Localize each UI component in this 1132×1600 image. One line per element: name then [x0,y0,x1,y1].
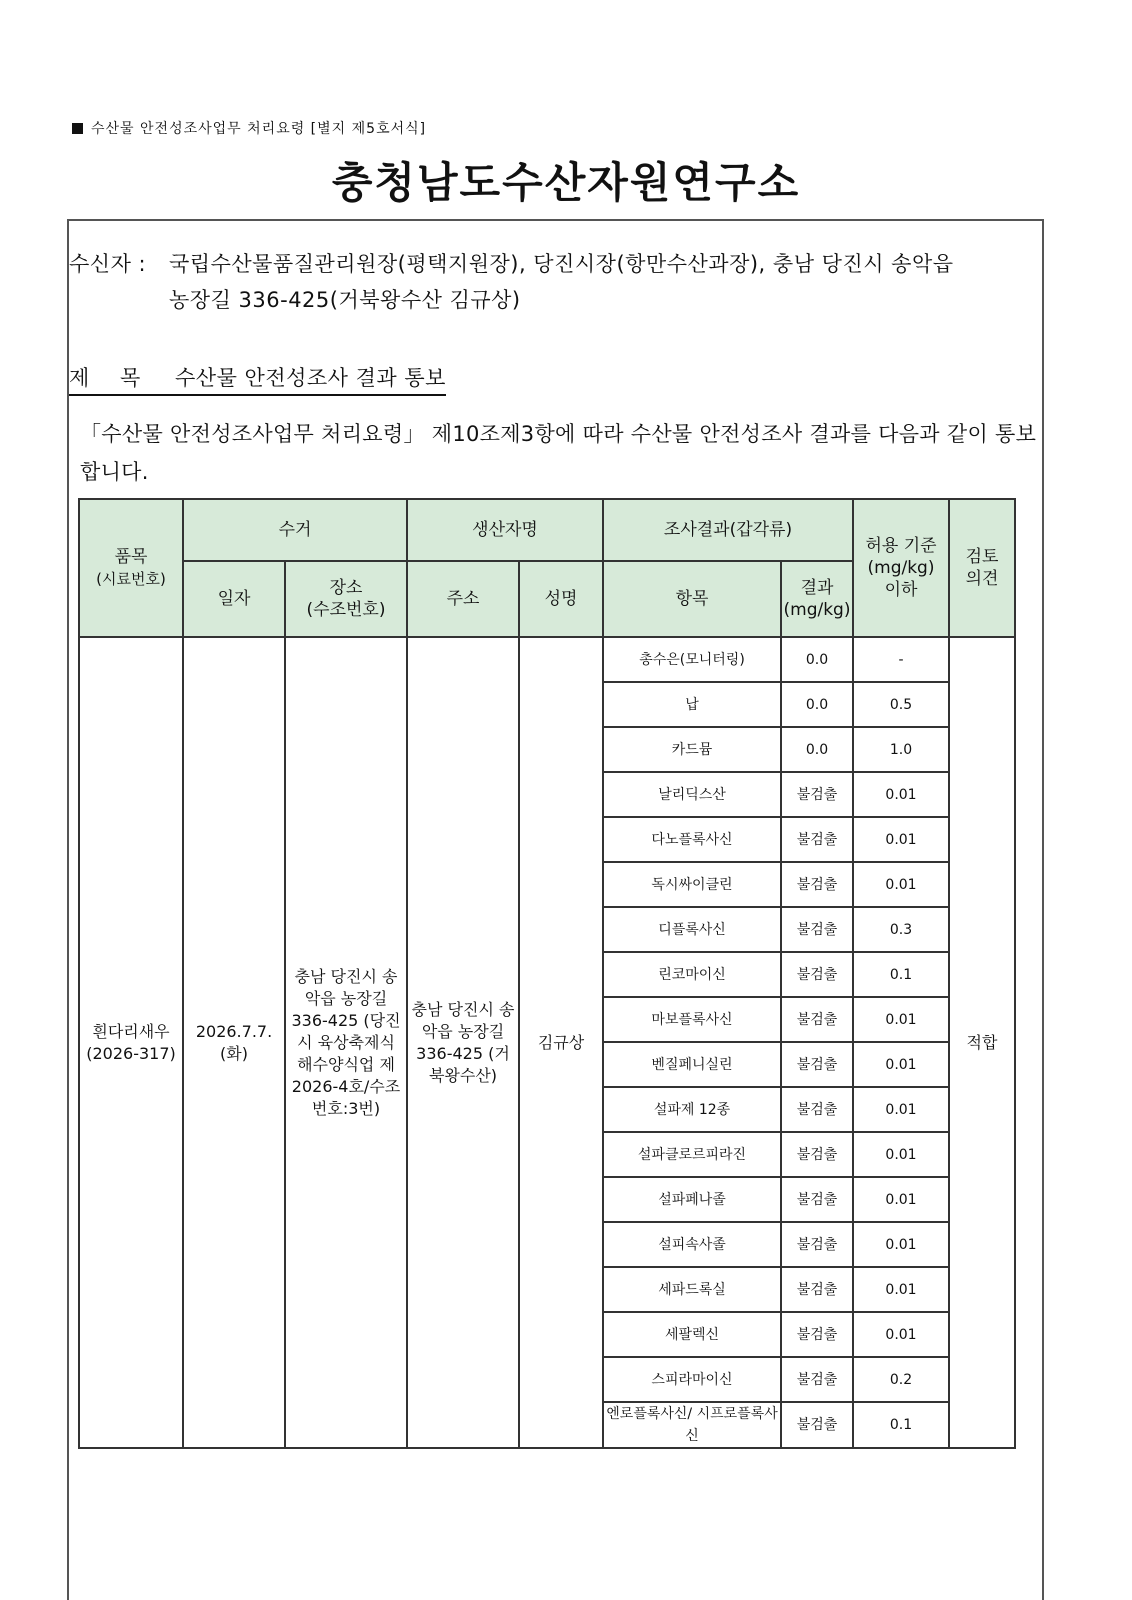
results-table [78,498,1016,1449]
test-limit: 0.5 [853,682,949,727]
test-item: 카드뮴 [603,727,781,772]
test-item: 설피속사졸 [603,1222,781,1267]
header-collection: 수거 [183,499,407,561]
header-result-unit: (mg/kg) [783,600,851,620]
test-result: 0.0 [781,727,853,772]
test-limit: 0.01 [853,1222,949,1267]
recipient-line-1: 국립수산물품질관리원장(평택지원장), 당진시장(항만수산과장), 충남 당진시 송악읍 [169,252,954,276]
test-item: 총수은(모니터링) [603,637,781,682]
header-test-item: 항목 [603,561,781,637]
header-result: 결과 [800,578,834,598]
producer-name: 김규상 [537,1032,585,1052]
test-item: 독시싸이클린 [603,862,781,907]
test-result: 불검출 [781,1042,853,1087]
test-limit: 0.01 [853,862,949,907]
test-item: 디플록사신 [603,907,781,952]
recipient-label: 수신자 : [69,252,147,276]
collection-place-cell [285,637,407,1448]
test-result: 0.0 [781,682,853,727]
test-item: 린코마이신 [603,952,781,997]
header-item-cell [79,499,183,637]
test-limit: 0.01 [853,1267,949,1312]
test-limit: 0.01 [853,772,949,817]
test-item: 설파제 12종 [603,1087,781,1132]
header-address: 주소 [407,561,519,637]
test-limit: 0.01 [853,1177,949,1222]
test-limit: 0.01 [853,997,949,1042]
header-result-group: 조사결과(갑각류) [603,499,853,561]
test-result: 불검출 [781,997,853,1042]
recipient-block [69,246,954,318]
test-limit: 0.1 [853,1402,949,1448]
header-result-cell [781,561,853,637]
test-result: 불검출 [781,907,853,952]
test-limit: 0.01 [853,1312,949,1357]
test-item: 설파클로르피라진 [603,1132,781,1177]
header-place-cell [285,561,407,637]
test-item: 다노플록사신 [603,817,781,862]
form-reference-note [72,118,426,138]
recipient-line-2: 농장길 336-425(거북왕수산 김규상) [169,288,521,312]
test-limit: 0.1 [853,952,949,997]
test-item: 설파페나졸 [603,1177,781,1222]
subject-line [69,362,446,396]
test-result: 불검출 [781,1087,853,1132]
test-item: 납 [603,682,781,727]
producer-name-cell [519,637,603,1448]
square-bullet-icon [72,123,83,134]
test-item: 세팔렉신 [603,1312,781,1357]
table-row [79,637,1015,682]
results-body [79,637,1015,1448]
header-name: 성명 [519,561,603,637]
test-item: 스피라마이신 [603,1357,781,1402]
test-limit: 0.01 [853,1042,949,1087]
header-producer: 생산자명 [407,499,603,561]
sample-number: (2026-317) [86,1043,176,1063]
test-limit: 0.3 [853,907,949,952]
header-opinion: 검토 의견 [949,499,1015,637]
header-limit: 허용 기준 (mg/kg) 이하 [853,499,949,637]
header-row-1 [79,499,1015,561]
producer-address-cell [407,637,519,1448]
notice-body-text: 「수산물 안전성조사업무 처리요령」 제10조제3항에 따라 수산물 안전성조사 결과를 다음과 같이 통보합니다. [80,422,1037,484]
test-item: 벤질페니실린 [603,1042,781,1087]
review-opinion: 적합 [949,637,1015,1448]
organization-title: 충청남도수산자원연구소 [331,158,801,207]
collection-date-cell [183,637,285,1448]
test-limit: 0.01 [853,817,949,862]
header-date: 일자 [183,561,285,637]
test-limit: 1.0 [853,727,949,772]
test-result: 불검출 [781,772,853,817]
header-item-sub: (시료번호) [96,570,166,588]
test-result: 0.0 [781,637,853,682]
test-limit: 0.01 [853,1087,949,1132]
test-limit: 0.01 [853,1132,949,1177]
sample-name: 흰다리새우 [92,1021,170,1041]
subject-text: 수산물 안전성조사 결과 통보 [175,366,446,390]
test-limit: - [853,637,949,682]
test-result: 불검출 [781,1267,853,1312]
test-item: 마보플록사신 [603,997,781,1042]
sample-cell [79,637,183,1448]
collection-place: 충남 당진시 송악읍 농장길 336-425 (당진시 육상축제식 해수양식업 제2026-4호/수조번호:3번) [291,966,401,1118]
header-item: 품목 [114,547,148,567]
collection-date: 2026.7.7. [195,1021,273,1041]
test-result: 불검출 [781,1222,853,1267]
test-result: 불검출 [781,1402,853,1448]
test-result: 불검출 [781,1132,853,1177]
test-item: 날리딕스산 [603,772,781,817]
header-place-sub: (수조번호) [306,600,386,620]
producer-address: 충남 당진시 송악읍 농장길 336-425 (거북왕수산) [411,999,515,1085]
test-item: 엔로플록사신/ 시프로플록사신 [603,1402,781,1448]
test-result: 불검출 [781,952,853,997]
test-result: 불검출 [781,1312,853,1357]
test-result: 불검출 [781,817,853,862]
test-result: 불검출 [781,862,853,907]
header-place: 장소 [329,578,363,598]
test-result: 불검출 [781,1357,853,1402]
test-limit: 0.2 [853,1357,949,1402]
subject-label: 제 목 [69,366,153,390]
collection-day: (화) [220,1043,248,1063]
test-item: 세파드록실 [603,1267,781,1312]
form-reference-text: 수산물 안전성조사업무 처리요령 [별지 제5호서식] [91,121,427,137]
test-result: 불검출 [781,1177,853,1222]
